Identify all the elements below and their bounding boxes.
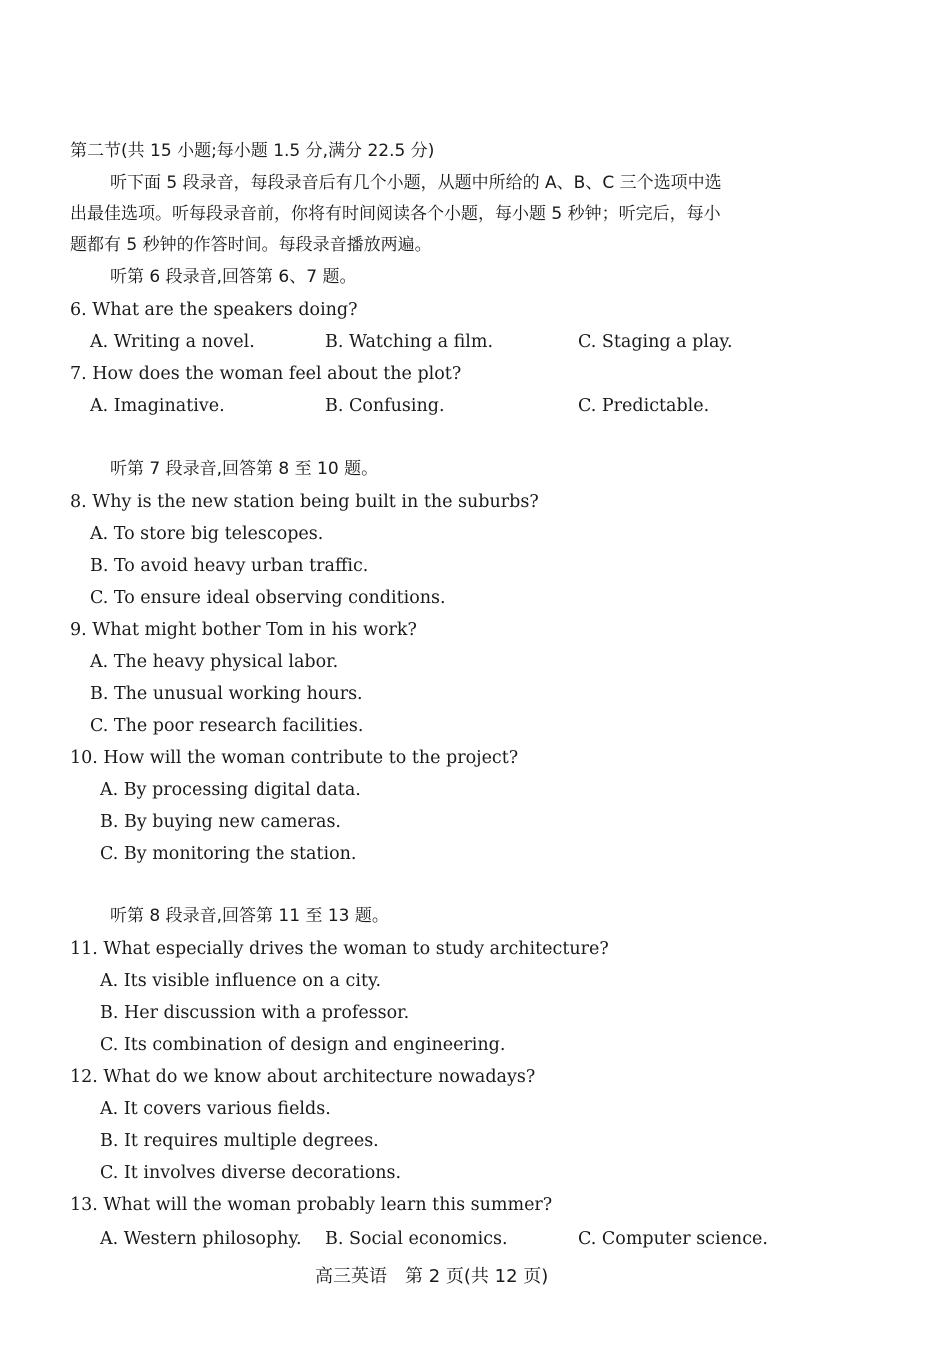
option-a: A. Western philosophy. [100,1229,302,1249]
question-text: 11. What especially drives the woman to study architecture? [70,939,609,959]
option-b: B. Confusing. [325,396,445,416]
option-b: B. Her discussion with a professor. [100,1003,410,1023]
question-text: 9. What might bother Tom in his work? [70,620,417,640]
segment-heading: 听第 8 段录音,回答第 11 至 13 题。 [110,906,389,926]
option-a: A. Its visible influence on a city. [100,971,382,991]
option-c: C. Its combination of design and engineering. [100,1035,506,1055]
option-b: B. The unusual working hours. [90,684,363,704]
option-b: B. Watching a film. [325,332,494,352]
question-text: 10. How will the woman contribute to the project? [70,748,519,768]
option-a: A. To store big telescopes. [90,524,324,544]
option-b: B. It requires multiple degrees. [100,1131,379,1151]
option-b: B. By buying new cameras. [100,812,341,832]
segment-heading: 听第 7 段录音,回答第 8 至 10 题。 [110,459,379,479]
option-a: A. The heavy physical labor. [90,652,339,672]
option-c: C. The poor research facilities. [90,716,364,736]
question-text: 7. How does the woman feel about the plot? [70,364,462,384]
option-c: C. It involves diverse decorations. [100,1163,402,1183]
option-b: B. Social economics. [325,1229,508,1249]
question-text: 8. Why is the new station being built in the suburbs? [70,492,539,512]
option-c: C. Staging a play. [578,332,733,352]
instructions-line-2: 出最佳选项。听每段录音前，你将有时间阅读各个小题，每小题 5 秒钟；听完后，每小 [70,204,721,224]
option-c: C. By monitoring the station. [100,844,357,864]
section-title: 第二节(共 15 小题;每小题 1.5 分,满分 22.5 分) [70,141,435,161]
segment-heading: 听第 6 段录音,回答第 6、7 题。 [110,267,357,287]
page-footer: 高三英语 第 2 页(共 12 页) [315,1266,549,1287]
option-c: C. Computer science. [578,1229,768,1249]
option-b: B. To avoid heavy urban traffic. [90,556,369,576]
option-c: C. To ensure ideal observing conditions. [90,588,446,608]
option-a: A. Imaginative. [90,396,225,416]
option-c: C. Predictable. [578,396,710,416]
option-a: A. It covers various fields. [100,1099,331,1119]
instructions-line-3: 题都有 5 秒钟的作答时间。每段录音播放两遍。 [70,235,432,255]
instructions-line-1: 听下面 5 段录音，每段录音后有几个小题，从题中所给的 A、B、C 三个选项中选 [110,173,722,193]
option-a: A. By processing digital data. [100,780,361,800]
question-text: 6. What are the speakers doing? [70,300,358,320]
question-text: 12. What do we know about architecture nowadays? [70,1067,536,1087]
question-text: 13. What will the woman probably learn this summer? [70,1195,553,1215]
option-a: A. Writing a novel. [90,332,255,352]
